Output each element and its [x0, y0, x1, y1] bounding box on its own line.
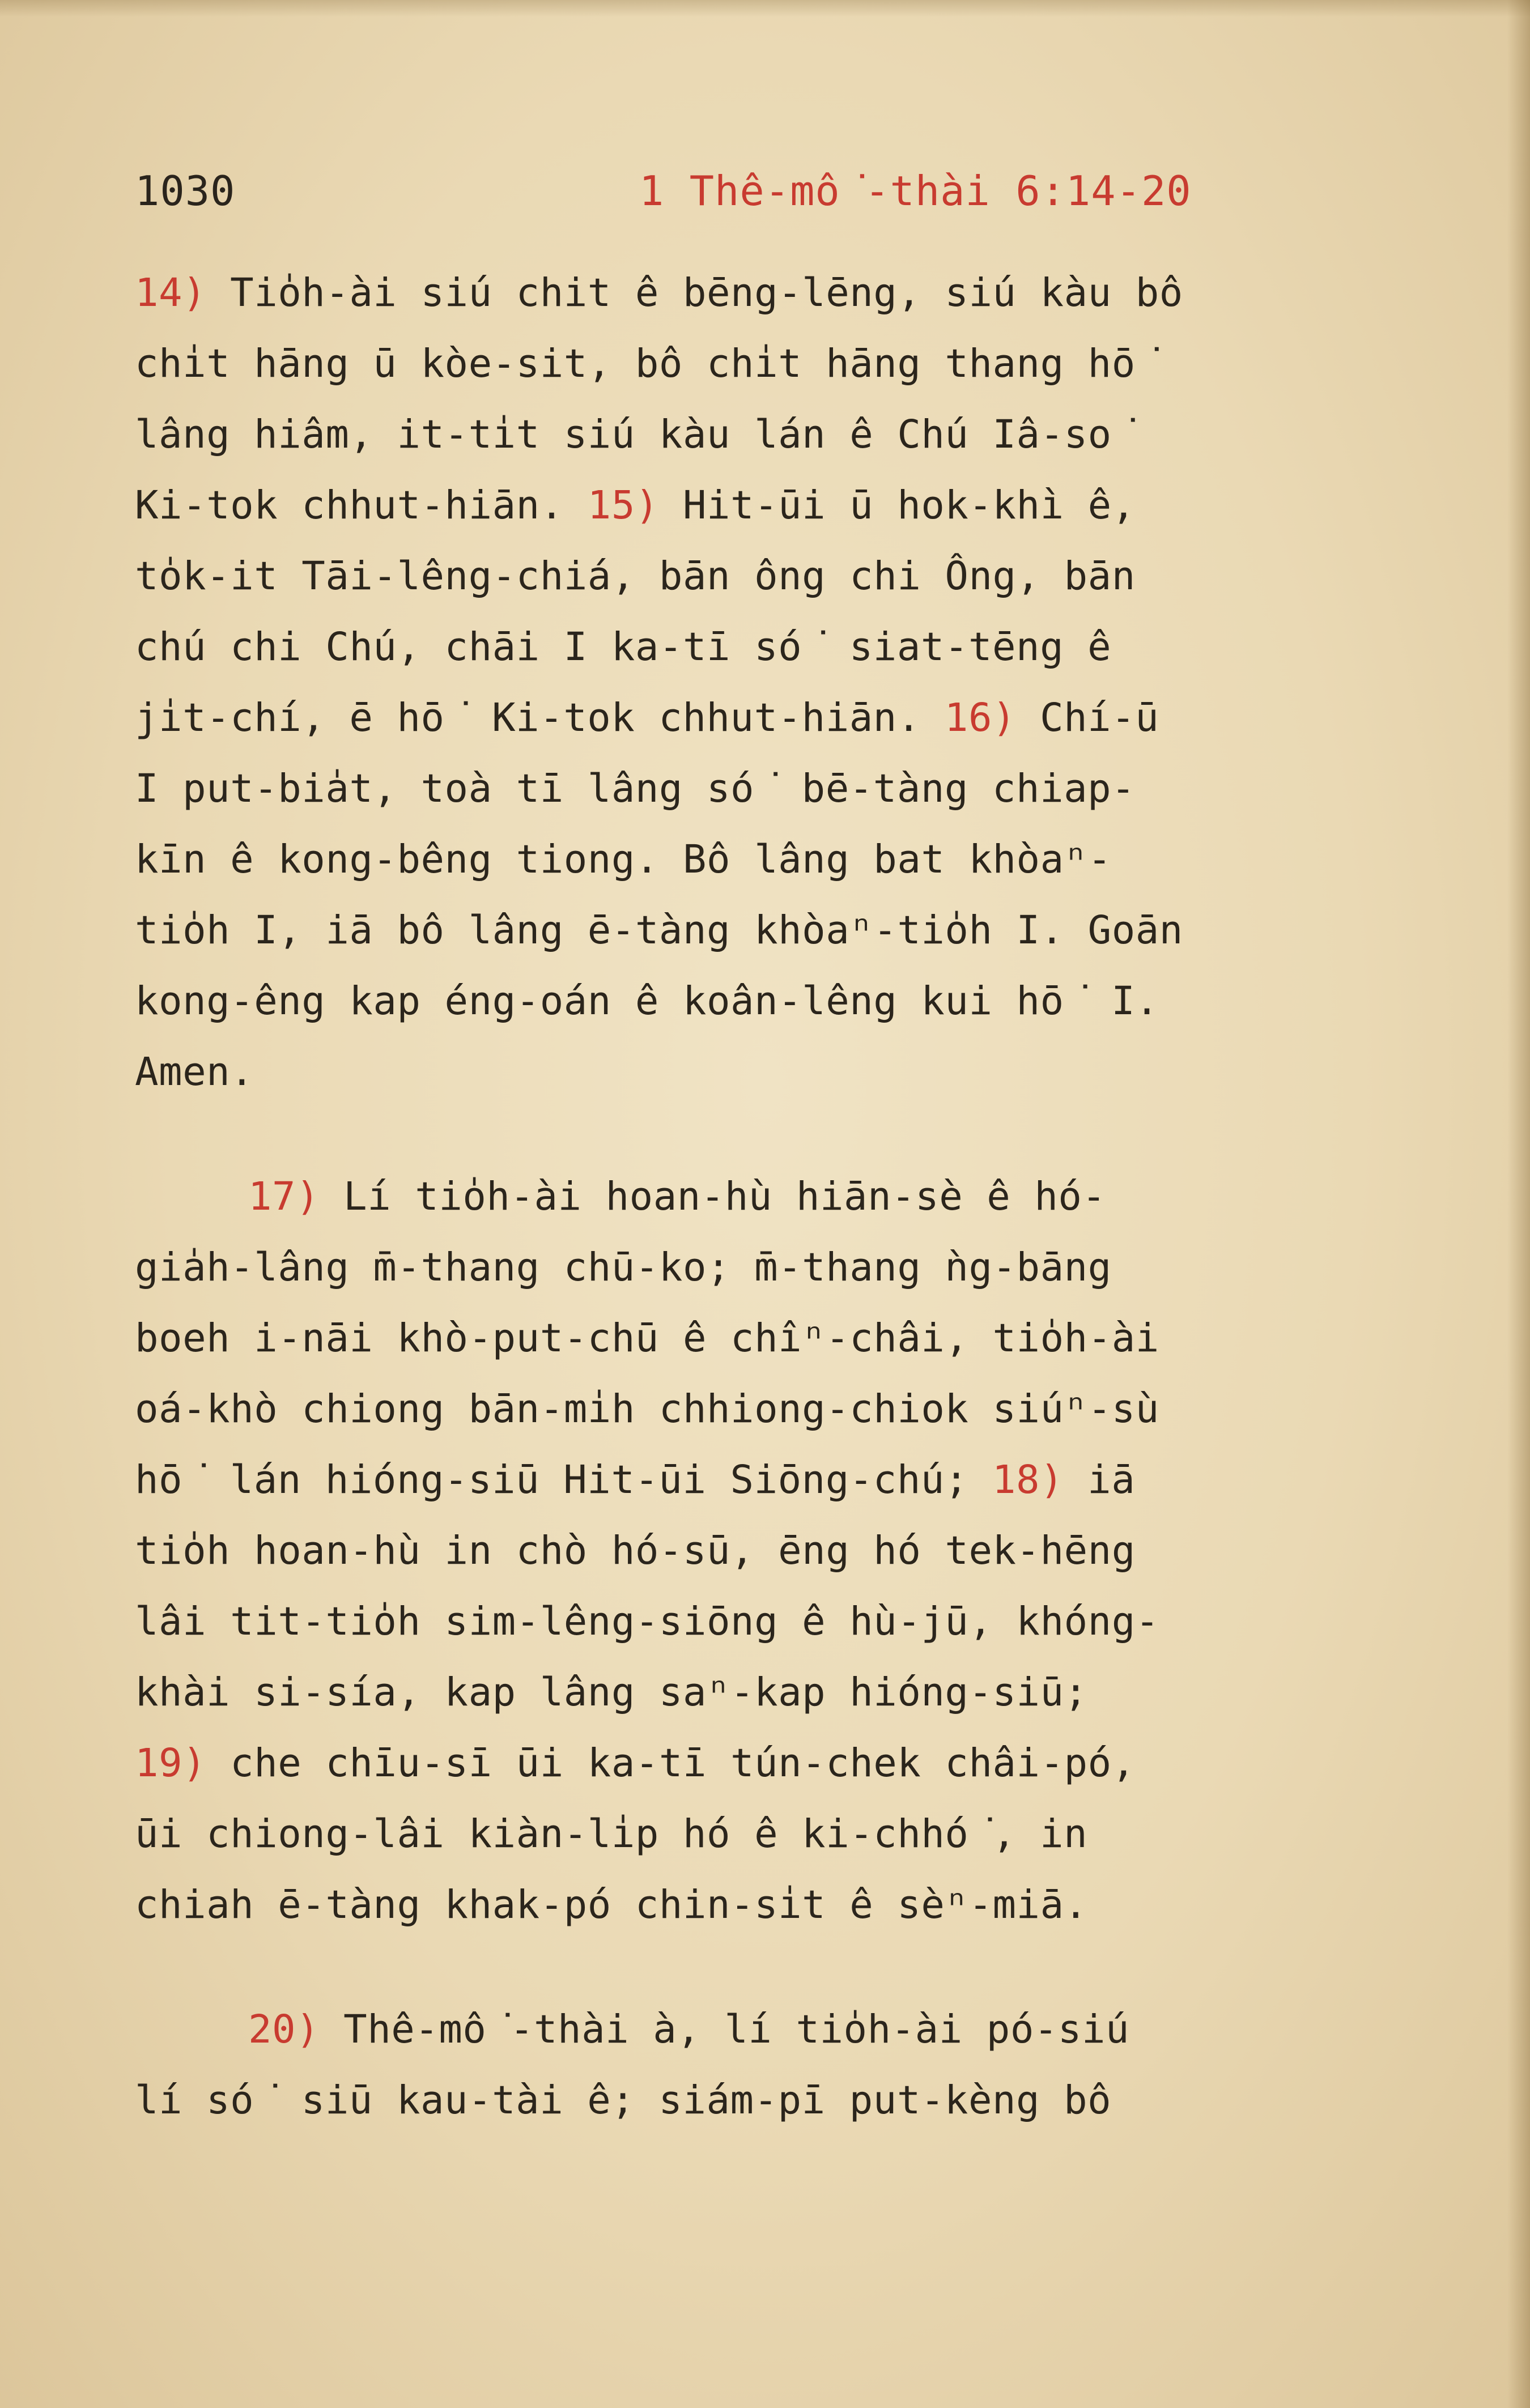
text-line	[135, 329, 1370, 399]
text-line	[135, 966, 1370, 1037]
text-line	[135, 895, 1370, 966]
text-line	[135, 399, 1370, 470]
running-title: 1 Thê-mô͘-thài 6:14-20	[639, 167, 1192, 215]
verse-number: 18)	[992, 1457, 1064, 1503]
text-line	[135, 1994, 1370, 2065]
verse-text: khài si-sía, kap lâng saⁿ-kap hióng-siū;	[135, 1670, 1088, 1715]
text-line	[135, 824, 1370, 895]
verse-text: gia̍h-lâng m̄-thang chū-ko; m̄-thang ǹg-bāng	[135, 1245, 1112, 1290]
verse-text: chiah ē-tàng khak-pó chin-si̍t ê sèⁿ-miā.	[135, 1882, 1088, 1928]
scripture-text-block	[135, 258, 1370, 2136]
verse-text: hō͘ lán hióng-siū Hit-ūi Siōng-chú;	[135, 1457, 992, 1503]
verse-number: 16)	[944, 695, 1017, 741]
verse-text: ji̍t-chí, ē hō͘ Ki-tok chhut-hiān.	[135, 695, 945, 741]
verse-text: Ki-tok chhut-hiān.	[135, 483, 588, 528]
text-line	[135, 1870, 1370, 1941]
text-line	[135, 1445, 1370, 1516]
page-edge-shadow-right	[1507, 0, 1530, 2408]
page-header	[135, 167, 1370, 224]
page-edge-shadow-top	[0, 0, 1530, 17]
text-line	[135, 470, 1370, 541]
verse-text: Lí tio̍h-ài hoan-hù hiān-sè ê hó-	[320, 1174, 1106, 1219]
verse-text: chi̍t hāng ū kòe-sit, bô chi̍t hāng thang hō͘	[135, 341, 1159, 386]
text-line	[135, 1374, 1370, 1445]
text-line	[135, 683, 1370, 754]
text-line	[135, 541, 1370, 612]
verse-text: kong-êng kap éng-oán ê koân-lêng kui hō͘ I.	[135, 978, 1159, 1024]
text-line	[135, 1728, 1370, 1799]
text-line	[135, 612, 1370, 683]
text-line	[135, 754, 1370, 824]
verse-text: Thê-mô͘-thài à, lí tio̍h-ài pó-siú	[320, 2007, 1130, 2052]
text-line	[135, 1303, 1370, 1374]
verse-number: 14)	[135, 270, 207, 316]
verse-text: lâng hiâm, it-ti̍t siú kàu lán ê Chú Iâ-so͘	[135, 412, 1136, 457]
verse-text: lí só͘ siū kau-tài ê; siám-pī put-kèng bô	[135, 2078, 1112, 2123]
verse-number: 15)	[587, 483, 659, 528]
text-line	[135, 1657, 1370, 1728]
verse-text: I put-bia̍t, toà tī lâng só͘ bē-tàng chiap-	[135, 766, 1136, 811]
verse-text: kīn ê kong-bêng tiong. Bô lâng bat khòaⁿ-	[135, 837, 1112, 882]
verse-text: tio̍h hoan-hù in chò hó-sū, ēng hó tek-hēng	[135, 1528, 1136, 1573]
verse-text: Chí-ū	[1016, 695, 1159, 741]
verse-text: lâi tit-tio̍h sim-lêng-siōng ê hù-jū, khóng-	[135, 1599, 1159, 1644]
text-line	[135, 2065, 1370, 2136]
verse-text: ūi chiong-lâi kiàn-li̍p hó ê ki-chhó͘, in	[135, 1811, 1088, 1857]
verse-text: oá-khò chiong bān-mi̍h chhiong-chiok siúⁿ-sù	[135, 1386, 1159, 1432]
verse-text: iā	[1064, 1457, 1136, 1503]
text-line	[135, 1586, 1370, 1657]
verse-text: tio̍h I, iā bô lâng ē-tàng khòaⁿ-tio̍h I. Goān	[135, 908, 1183, 953]
text-line	[135, 1516, 1370, 1586]
verse-text: chú chi Chú, chāi I ka-tī só͘ siat-tēng ê	[135, 624, 1112, 670]
page-number: 1030	[135, 167, 236, 215]
verse-text: to̍k-it Tāi-lêng-chiá, bān ông chi Ông, bān	[135, 554, 1136, 599]
text-line	[135, 1232, 1370, 1303]
verse-text: che chīu-sī ūi ka-tī tún-chek châi-pó,	[206, 1741, 1136, 1786]
text-line	[135, 1162, 1370, 1232]
text-line	[135, 1037, 1370, 1108]
verse-text: Tio̍h-ài siú chit ê bēng-lēng, siú kàu bô	[206, 270, 1183, 316]
text-line	[135, 258, 1370, 329]
verse-text: Hit-ūi ū hok-khì ê,	[658, 483, 1136, 528]
verse-text: Amen.	[135, 1049, 254, 1095]
text-line	[135, 1799, 1370, 1870]
verse-number: 17)	[248, 1174, 320, 1219]
verse-number: 20)	[248, 2007, 320, 2052]
verse-number: 19)	[135, 1741, 207, 1786]
verse-text: boeh i-nāi khò-put-chū ê chîⁿ-châi, tio̍h-ài	[135, 1316, 1159, 1361]
